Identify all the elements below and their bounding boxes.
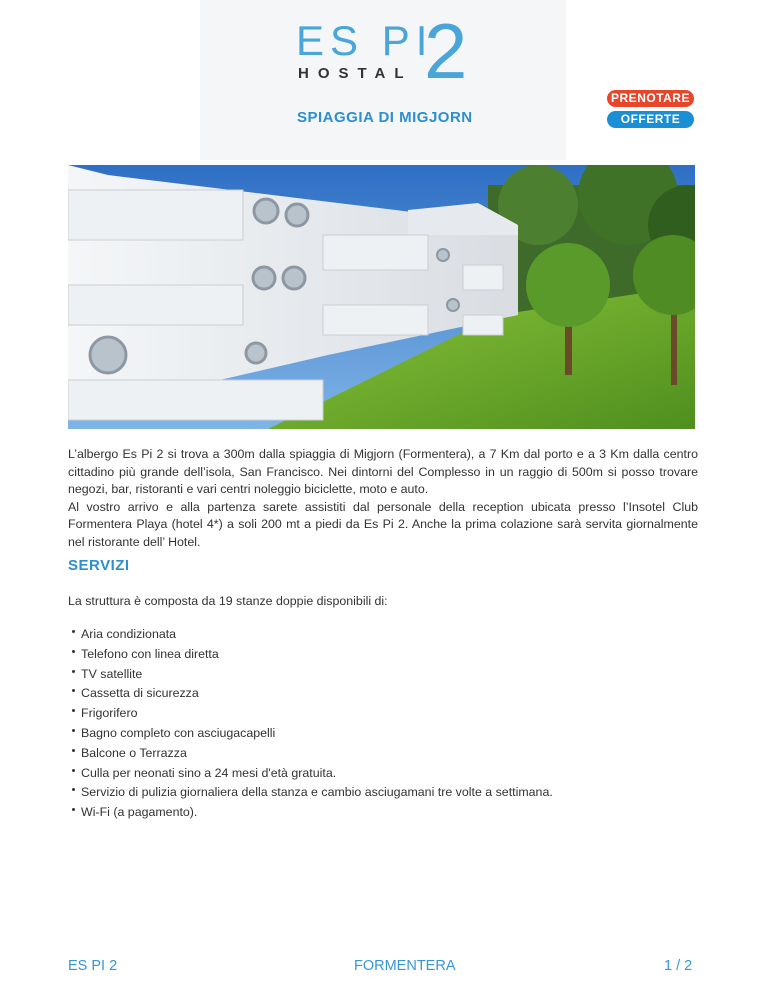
footer-left: ES PI 2 [68,958,118,974]
list-item-text: TV satellite [81,666,143,681]
logo-number: 2 [424,7,468,95]
list-item [72,724,553,744]
list-item [72,764,553,784]
list-item-text: Cassetta di sicurezza [81,686,199,701]
bullet-icon [72,808,75,811]
list-item [72,684,553,704]
bullet-icon [72,749,75,752]
bullet-icon [72,729,75,732]
hostal-logo [296,7,476,95]
description [68,446,698,551]
list-item-text: Wi-Fi (a pagamento). [81,805,198,820]
list-item-text: Servizio di pulizia giornaliera della stanza e cambio asciugamani tre volte a settimana. [81,785,553,800]
bullet-icon [72,650,75,653]
page-subtitle: SPIAGGIA DI MIGJORN [297,109,473,126]
services-title: SERVIZI [68,557,130,574]
list-item [72,704,553,724]
list-item [72,783,553,803]
list-item [72,625,553,645]
page-number: 1 / 2 [664,958,693,974]
list-item-text: Bagno completo con asciugacapelli [81,725,276,740]
bullet-icon [72,709,75,712]
services-intro: La struttura è composta da 19 stanze doppie disponibili di: [68,594,388,608]
list-item-text: Telefono con linea diretta [81,646,219,661]
list-item-text: Aria condizionata [81,627,177,641]
bullet-icon [72,630,75,633]
bullet-icon [72,670,75,673]
description-paragraph: Al vostro arrivo e alla partenza sarete assistiti dal personale della reception ubicata presso l’Insotel Club Formentera Playa (hotel 4*) a soli 200 mt a piedi da Es Pi 2. Anche la prima colazione sarà servita giornalmente nel ristorante dell’ Hotel. [68,499,698,549]
offers-button[interactable]: OFFERTE [607,111,694,128]
list-item [72,744,553,764]
bullet-icon [72,769,75,772]
list-item-text: Culla per neonati sino a 24 mesi d'età gratuita. [81,765,337,780]
list-item-text: Balcone o Terrazza [81,745,187,760]
list-item [72,803,553,823]
description-paragraph: L’albergo Es Pi 2 si trova a 300m dalla spiaggia di Migjorn (Formentera), a 7 Km dal porto e a 3 Km dalla centro cittadino più grande dell’isola, San Francisco. Nei dintorni del Complesso in un raggio di 500m si posso trovare negozi, bar, ristoranti e vari centri noleggio biciclette, moto e auto. [68,447,698,496]
list-item-text: Frigorifero [81,706,138,721]
logo-sub-text: HOSTAL [298,65,413,82]
list-item [72,645,553,665]
list-item [72,665,553,685]
footer-center: FORMENTERA [354,958,456,974]
bullet-icon [72,689,75,692]
hotel-photo [68,165,695,429]
logo-main-text: ES PI [296,17,434,64]
book-button[interactable]: PRENOTARE [607,90,694,107]
services-list [72,625,553,823]
bullet-icon [72,788,75,791]
